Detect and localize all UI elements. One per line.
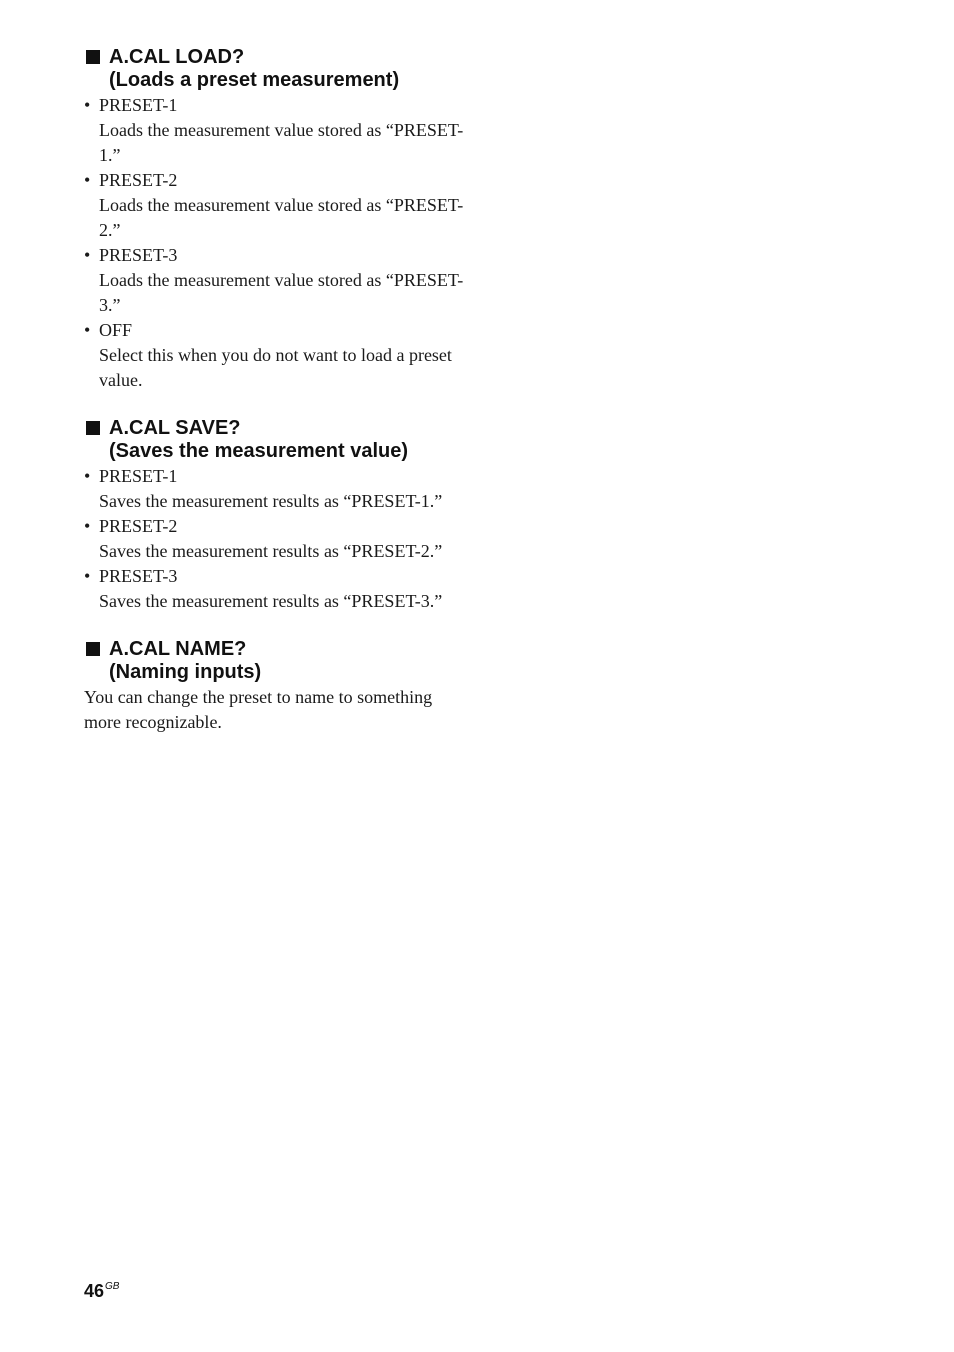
list-item [84, 168, 464, 243]
section-heading [84, 417, 464, 463]
item-label: PRESET-2 [99, 170, 178, 190]
bullet-icon: • [84, 566, 91, 586]
item-description: Loads the measurement value stored as “PRESET-1.” [99, 120, 464, 165]
bullet-icon: • [84, 320, 91, 340]
option-list [84, 93, 464, 393]
item-description: Loads the measurement value stored as “PRESET-3.” [99, 270, 464, 315]
section-acal-name [84, 638, 464, 735]
list-item [84, 243, 464, 318]
section-title: A.CAL NAME? [109, 638, 247, 660]
page-region-suffix: GB [105, 1281, 120, 1292]
section-subtitle: (Loads a preset measurement) [109, 69, 400, 91]
square-bullet-icon [86, 50, 100, 64]
item-description: Loads the measurement value stored as “PRESET-2.” [99, 195, 464, 240]
section-subtitle: (Saves the measurement value) [109, 440, 409, 462]
section-title: A.CAL SAVE? [109, 417, 241, 439]
item-label: PRESET-2 [99, 516, 178, 536]
section-subtitle: (Naming inputs) [109, 661, 262, 683]
content-column [84, 46, 464, 759]
item-label: PRESET-1 [99, 95, 178, 115]
item-description: Select this when you do not want to load a preset value. [99, 345, 452, 390]
item-label: PRESET-3 [99, 245, 178, 265]
page-number [84, 1281, 119, 1302]
square-bullet-icon [86, 642, 100, 656]
list-item [84, 318, 464, 393]
item-label: PRESET-1 [99, 466, 178, 486]
item-description: Saves the measurement results as “PRESET-2.” [99, 541, 443, 561]
list-item [84, 514, 464, 564]
section-title: A.CAL LOAD? [109, 46, 245, 68]
section-acal-save [84, 417, 464, 614]
option-list [84, 464, 464, 614]
bullet-icon: • [84, 170, 91, 190]
square-bullet-icon [86, 421, 100, 435]
section-heading [84, 46, 464, 92]
list-item [84, 564, 464, 614]
item-label: OFF [99, 320, 133, 340]
bullet-icon: • [84, 245, 91, 265]
item-description: Saves the measurement results as “PRESET-3.” [99, 591, 443, 611]
item-description: Saves the measurement results as “PRESET-1.” [99, 491, 443, 511]
list-item [84, 464, 464, 514]
section-heading [84, 638, 464, 684]
bullet-icon: • [84, 95, 91, 115]
section-acal-load [84, 46, 464, 393]
page-number-value: 46 [84, 1281, 105, 1301]
item-label: PRESET-3 [99, 566, 178, 586]
bullet-icon: • [84, 516, 91, 536]
list-item [84, 93, 464, 168]
section-body: You can change the preset to name to something more recognizable. [84, 687, 433, 732]
bullet-icon: • [84, 466, 91, 486]
